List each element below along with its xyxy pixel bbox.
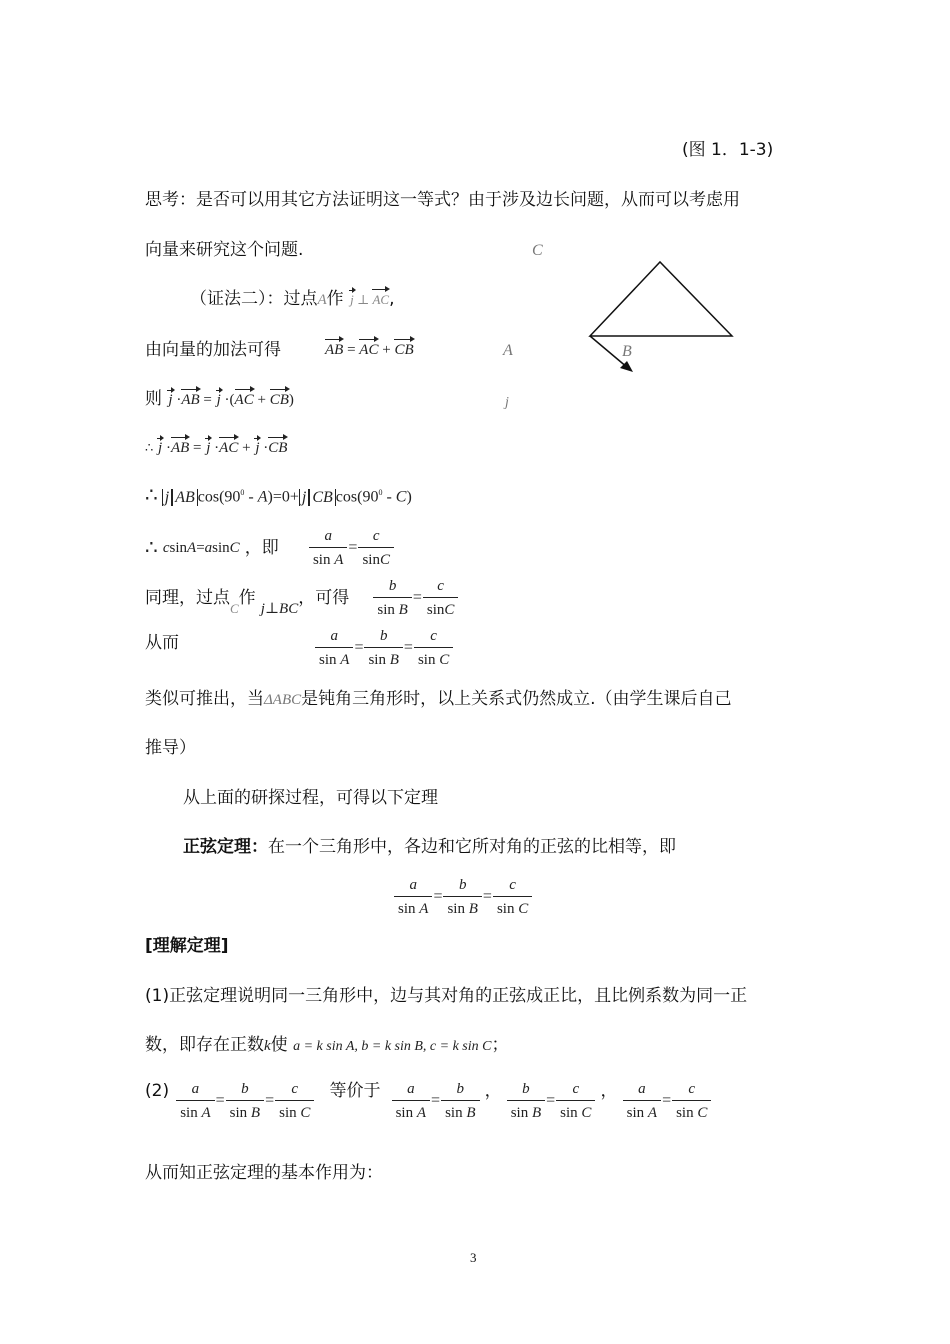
understand-heading: [理解定理] <box>145 936 229 956</box>
similar-text-c: ，可得 <box>298 588 350 608</box>
item1-end: ； <box>491 1035 509 1055</box>
theorem-body: 在一个三角形中，各边和它所对角的正弦的比相等，即 <box>268 837 676 857</box>
item1-k: k <box>264 1038 271 1054</box>
so-text: ，即 <box>244 538 279 558</box>
comma-1: ， <box>484 1081 502 1101</box>
theorem-title: 正弦定理： <box>183 837 268 857</box>
theorem-formula: $\frac{a}{\text{sin A}}$ = $\frac{b}{\text{sin B}}$ = $\frac{c}{\text{sin C}}$ <box>394 876 532 918</box>
similar-point: C <box>230 601 239 616</box>
triangle-shape <box>590 262 732 336</box>
label-A: A <box>503 342 513 359</box>
therefore-line-1: ∴ j ·AB = j ·AC + j ·CB <box>145 440 288 456</box>
page-number: 3 <box>470 1250 477 1265</box>
think-line-2: 向量来研究这个问题. <box>145 240 304 260</box>
think-line-1: 思考：是否可以用其它方法证明这一等式？由于涉及边长问题，从而可以考虑用 <box>145 190 740 210</box>
triangle-figure <box>500 230 760 420</box>
similar-text-b: 作 <box>238 588 256 608</box>
derive-text: 从上面的研探过程，可得以下定理 <box>183 788 438 808</box>
vector-add-formula: AB = AC + CB <box>325 342 414 358</box>
therefore-symbol: ∴ <box>145 484 158 507</box>
obtuse-text-b: 是钝角三角形时，以上关系式仍然成立.（由学生课后自己 <box>301 689 732 709</box>
similar-text-a: 同理，过点 <box>145 588 230 608</box>
basic-use-text: 从而知正弦定理的基本作用为： <box>145 1163 383 1183</box>
obtuse-line-2: 推导） <box>145 738 196 758</box>
therefore-line-2: ∴ j AB $\cos(90^0 - A)=0+ j$ CB $\cos(90^0 - C)$ <box>145 484 412 507</box>
hence-formula: $\frac{a}{\text{sin A}}$ = $\frac{b}{\text{sin B}}$ = $\frac{c}{\text{sin C}}$ <box>315 627 453 669</box>
theorem-line <box>183 836 676 858</box>
proof2-line: （证法二）：过点A作 j ⊥ AC, <box>190 289 395 309</box>
hence-text: 从而 <box>145 633 179 653</box>
then-text: 则 <box>145 389 162 409</box>
therefore-line-3: ∴ csinA=asinC ，即 $\frac{a}{\text{sin A}}$ = $\frac{c}{\sin C}$ <box>145 527 394 571</box>
vector-add-text: 由向量的加法可得 <box>145 340 281 360</box>
proof2-make: 作 <box>326 289 344 309</box>
obtuse-line-1 <box>145 688 732 710</box>
item1-text-b: 使 <box>270 1035 288 1055</box>
item1-line-2 <box>145 1034 508 1057</box>
figure-caption: (图 1．1-3) <box>682 140 774 160</box>
label-B: B <box>622 343 632 360</box>
item1-formula: a = k sin A, b = k sin B, c = k sin C <box>293 1039 492 1054</box>
comma-2: ， <box>600 1081 618 1101</box>
proof2-point: A <box>317 292 327 308</box>
label-C: C <box>532 242 543 259</box>
item2-label: (2) <box>145 1081 170 1101</box>
item1-text-a: 数，即存在正数 <box>145 1035 264 1055</box>
obtuse-text-a: 类似可推出，当 <box>145 689 264 709</box>
j-perp-ac: j ⊥ AC <box>349 292 389 307</box>
then-formula: j ·AB = j ·(AC + CB) <box>168 392 294 408</box>
item1-line-1: (1)正弦定理说明同一三角形中，边与其对角的正弦成正比，且比例系数为同一正 <box>145 986 748 1006</box>
item2-equiv: 等价于 <box>329 1081 381 1101</box>
proof2-label: （证法二）：过点 <box>190 289 318 309</box>
item2-line: (2) $\frac{a}{\text{sin A}}$ = $\frac{b}{\text{sin B}}$ = $\frac{c}{\text{sin C}}$ 等价于 $\frac{a}{\text{sin A}}$ = $\frac{b}{\text{sin B}}$ ， $\frac{b}{\text{sin B}}$ = $\frac{c}{\text{sin C}}$ ， $\frac{a}{\text{sin A}}$ = $\frac{c}{\text{sin C}}$ <box>145 1080 711 1122</box>
then-line <box>145 388 294 410</box>
label-j: j <box>505 395 509 410</box>
obtuse-triangle: ΔABC <box>264 692 302 708</box>
similar-line: 同理，过点C作 j⊥BC，可得 $\frac{b}{\text{sin B}}$ = $\frac{c}{\sin C}$ <box>145 577 458 621</box>
